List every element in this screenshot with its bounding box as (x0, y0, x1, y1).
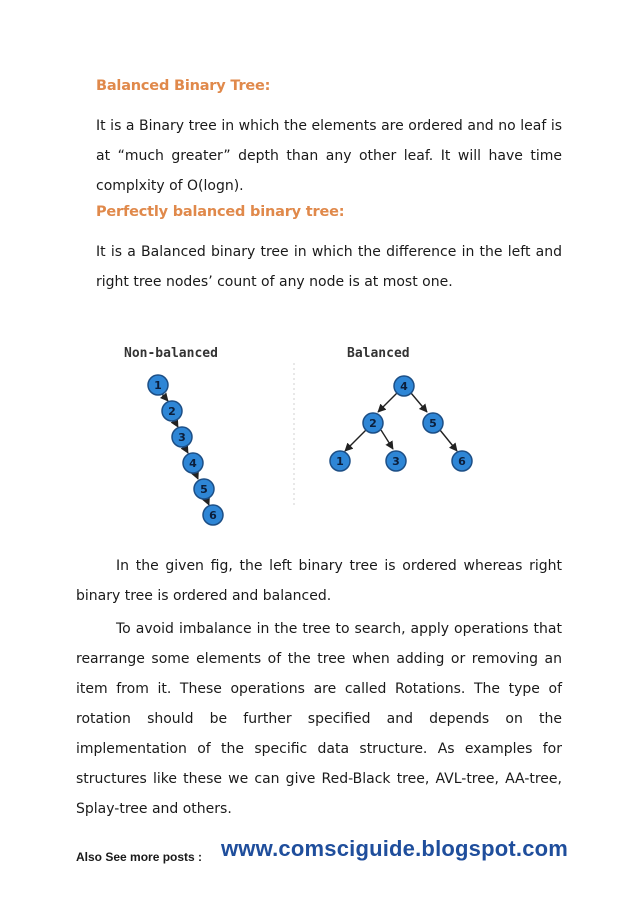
node-label: 4 (189, 457, 197, 470)
tree-node (363, 413, 383, 433)
balanced-binary-tree-text: It is a Binary tree in which the elements are ordered and no leaf is at “much greater” depth than any other leaf. It will have time complxity of O(logn). (96, 118, 562, 194)
node-label: 1 (154, 379, 162, 392)
tree-node (452, 451, 472, 471)
node-label: 5 (200, 483, 208, 496)
footer-blog-link[interactable]: www.comsciguide.blogspot.com (221, 836, 569, 861)
tree-node (162, 401, 182, 421)
tree-edge (440, 430, 457, 451)
node-label: 3 (392, 455, 400, 468)
binary-tree-figure (100, 335, 500, 535)
tree-edge (345, 430, 366, 451)
tree-edge (381, 430, 393, 449)
tree-node (183, 453, 203, 473)
figure-explanation-paragraph: In the given fig, the left binary tree is ordered whereas right binary tree is ordered and balanced. (76, 558, 562, 604)
node-label: 2 (168, 405, 176, 418)
tree-node (194, 479, 214, 499)
perfectly-balanced-heading: Perfectly balanced binary tree: (96, 204, 345, 220)
tree-node (148, 375, 168, 395)
node-label: 5 (429, 417, 437, 430)
tree-edge (411, 393, 427, 412)
tree-node (394, 376, 414, 396)
node-label: 1 (336, 455, 344, 468)
rotations-paragraph: To avoid imbalance in the tree to search, apply operations that rearrange some elements of the tree when adding or removing an item from it. These operations are called Rotations. The type of rotation should be further specified and depends on the implementation of the specific data structure. As examples for structures like these we can give Red-Black tree, AVL-tree, AA-tree, Splay-tree and others. (76, 621, 562, 817)
node-label: 4 (400, 380, 408, 393)
tree-node (423, 413, 443, 433)
balanced-label: Balanced (347, 346, 410, 361)
node-label: 6 (209, 509, 217, 522)
tree-node (172, 427, 192, 447)
node-label: 2 (369, 417, 377, 430)
non-balanced-label: Non-balanced (124, 346, 218, 361)
node-label: 3 (178, 431, 186, 444)
footer-label: Also See more posts : (76, 850, 203, 864)
tree-edge (378, 393, 397, 412)
balanced-binary-tree-heading: Balanced Binary Tree: (96, 78, 271, 94)
chain-edge (162, 394, 168, 401)
perfectly-balanced-text: It is a Balanced binary tree in which the difference in the left and right tree nodes’ count of any node is at most one. (96, 244, 562, 290)
tree-node (386, 451, 406, 471)
tree-node (203, 505, 223, 525)
tree-node (330, 451, 350, 471)
node-label: 6 (458, 455, 466, 468)
